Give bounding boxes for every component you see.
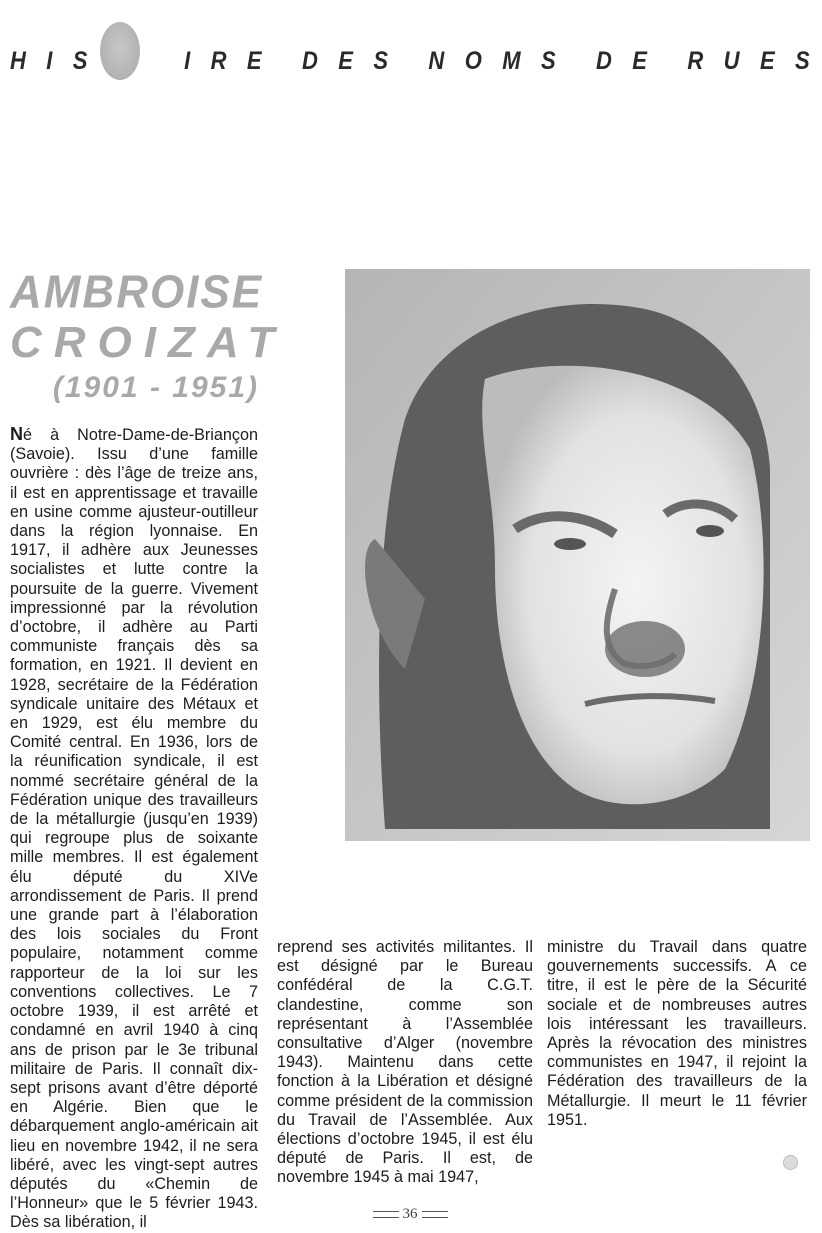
header-o-dot-icon (100, 22, 140, 80)
header-letter: R (210, 46, 227, 75)
header-letter: S (795, 46, 810, 75)
article-column-3: ministre du Travail dans quatre gouvernements successifs. A ce titre, il est le père de la Sécurité sociale et de nombreuses autres lois intéressant les travailleurs. Après la révocation des ministres communistes en 1947, il rejoint la Fédération des travailleurs de la Métallurgie. Il meurt le 11 février 1951. (547, 938, 807, 1129)
article-column-1 (10, 425, 258, 1233)
header-letter: S (540, 46, 556, 75)
page-number-rule-left (373, 1211, 399, 1218)
header-letter: E (338, 46, 353, 75)
drop-cap: N (10, 424, 23, 444)
header-letter: M (502, 46, 521, 75)
header-letter: S (72, 46, 88, 75)
header-letter: E (246, 46, 262, 75)
section-header (0, 38, 822, 88)
header-letter-placeholder (142, 46, 164, 76)
portrait-photo (345, 269, 810, 841)
header-letter: E (632, 46, 647, 75)
header-letter: O (464, 46, 482, 75)
header-letter: N (428, 46, 445, 75)
header-letter: H (10, 46, 26, 75)
header-letter: S (373, 46, 389, 75)
header-letter: D (301, 46, 318, 75)
page-number-text: 36 (402, 1206, 418, 1222)
article-column-2: reprend ses activités militantes. Il est désigné par le Bureau confédéral de la C.G.T. clandestine, comme son représentant à l’Assemblée consultative d’Alger (novembre 1943). Maintenu dans cette fonction à la Libération et désigné comme président de la commission du Travail de l’Assemblée. Aux élections d’octobre 1945, il est élu député de Paris. Il est, de novembre 1945 à mai 1947, (277, 938, 533, 1187)
header-letter: I (184, 46, 191, 75)
header-letter: I (46, 46, 53, 75)
header-letter: E (759, 46, 775, 75)
title-last-name: CROIZAT (10, 318, 287, 367)
page-number-rule-right (422, 1211, 448, 1218)
article-title (10, 266, 287, 408)
header-letter: R (687, 46, 704, 75)
title-dates: (1901 - 1951) (52, 371, 259, 404)
page-number (360, 1206, 460, 1223)
decorative-dot-icon (783, 1155, 798, 1170)
portrait-image (345, 269, 810, 841)
title-first-name: AMBROISE (10, 266, 264, 319)
header-letter: U (723, 46, 740, 75)
column-1-text: é à Notre-Dame-de-Briançon (Savoie). Issu d’une famille ouvrière : dès l’âge de treize ans, il est en apprentissage et travaille en usine comme ajusteur-outilleur dans la région lyonnaise. En 1917, il adhère aux Jeunesses socialistes et lutte contre la poursuite de la guerre. Vivement impressionné par la révolution d’octobre, il adhère au Parti communiste français dès sa formation, en 1921. Il devient en 1928, secrétaire de la Fédération syndicale unitaire des Métaux et en 1929, est élu membre du Comité central. En 1936, lors de la réunification syndicale, il est nommé secrétaire général de la Fédération unique des travailleurs de la métallurgie (jusqu’en 1939) qui regroupe plus de soixante mille membres. Il est également élu député du XIVe arrondissement de Paris. Il prend une grande part à l’élaboration des lois sociales du Front populaire, notamment comme rapporteur de la loi sur les conventions collectives. Le 7 octobre 1939, il est arrêté et condamné en avril 1940 à cinq ans de prison par le 3e tribunal militaire de Paris. Il connaît dix-sept prisons avant d’être déporté en Algérie. Bien que le débarquement anglo-américain ait lieu en novembre 1942, il ne sera libéré, avec les vingt-sept autres députés du «Chemin de l’Honneur» que le 5 février 1943. Dès sa libération, il (10, 426, 258, 1232)
header-letter: D (596, 46, 612, 75)
